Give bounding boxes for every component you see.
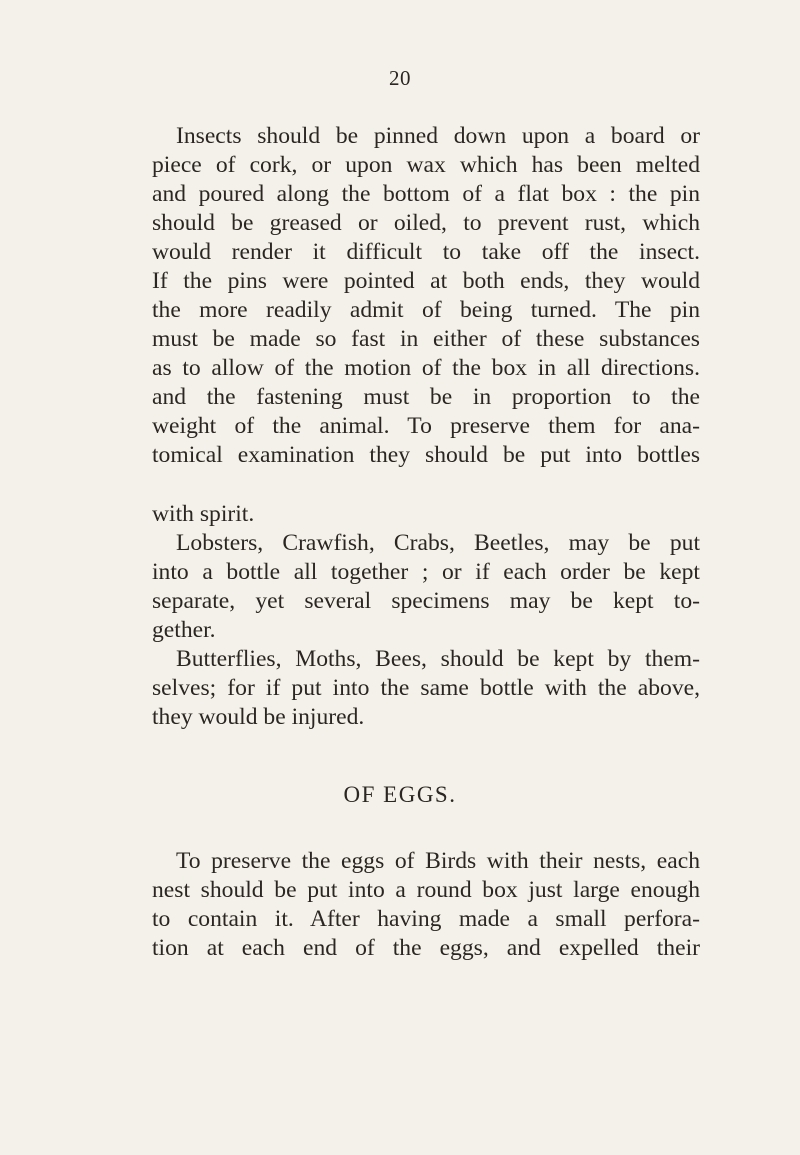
text-line: gether.	[152, 617, 216, 643]
text-line: should be greased or oiled, to prevent rust, which	[152, 210, 700, 236]
text-line: to contain it. After having made a small perfora-	[152, 906, 700, 932]
text-line: separate, yet several specimens may be kept to-	[152, 588, 700, 614]
text-line: nest should be put into a round box just large enough	[152, 877, 700, 903]
text-line: as to allow of the motion of the box in all directions.	[152, 355, 700, 381]
text-line: with spirit.	[152, 501, 255, 527]
text-line: Butterflies, Moths, Bees, should be kept by them-	[176, 646, 700, 672]
text-line: To preserve the eggs of Birds with their nests, each	[176, 848, 700, 874]
text-line: into a bottle all together ; or if each order be kept	[152, 559, 700, 585]
text-line: tion at each end of the eggs, and expelled their	[152, 935, 700, 961]
text-line: tomical examination they should be put into bottles	[152, 442, 700, 468]
section-heading: OF EGGS.	[343, 782, 457, 807]
text-line: piece of cork, or upon wax which has been melted	[152, 152, 700, 178]
text-line: Lobsters, Crawfish, Crabs, Beetles, may be put	[176, 530, 700, 556]
page-number: 20	[389, 66, 411, 90]
text-line: would render it difficult to take off the insect.	[152, 239, 700, 265]
text-line: and poured along the bottom of a flat box : the pin	[152, 181, 700, 207]
text-line: If the pins were pointed at both ends, they would	[152, 268, 700, 294]
text-line: and the fastening must be in proportion to the	[152, 384, 700, 410]
text-line: the more readily admit of being turned. The pin	[152, 297, 700, 323]
text-line: Insects should be pinned down upon a board or	[176, 123, 700, 149]
text-line: they would be injured.	[152, 704, 365, 730]
text-line: selves; for if put into the same bottle with the above,	[152, 675, 700, 701]
text-line: weight of the animal. To preserve them for ana-	[152, 413, 700, 439]
text-line: must be made so fast in either of these substances	[152, 326, 700, 352]
